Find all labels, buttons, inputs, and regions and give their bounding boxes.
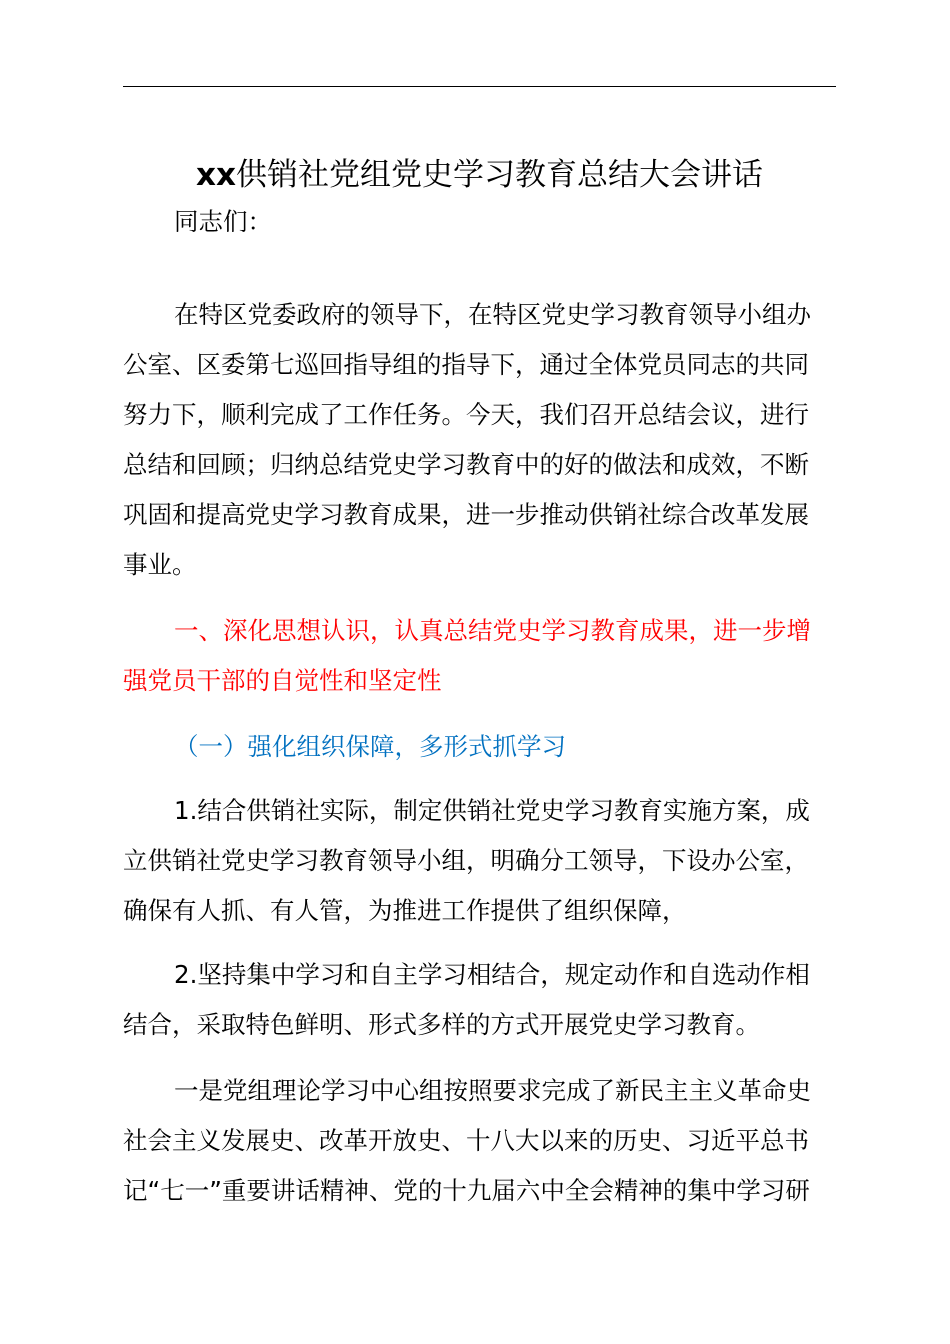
header-rule [123, 86, 836, 87]
intro-line: 努力下，顺利完成了工作任务。今天，我们召开总结会议，进行 [123, 400, 809, 429]
section-heading-1: 一、深化思想认识，认真总结党史学习教育成果，进一步增 [174, 616, 811, 645]
document-title [123, 150, 836, 200]
salutation: 同志们： [174, 207, 272, 236]
item-1-line: 1.结合供销社实际，制定供销社党史学习教育实施方案，成 [174, 796, 810, 825]
paragraph-line: 社会主义发展史、改革开放史、十八大以来的历史、习近平总书 [123, 1126, 809, 1155]
section-heading-1: 强党员干部的自觉性和坚定性 [123, 666, 442, 695]
intro-line: 公室、区委第七巡回指导组的指导下，通过全体党员同志的共同 [123, 350, 809, 379]
item-2-line: 结合，采取特色鲜明、形式多样的方式开展党史学习教育。 [123, 1010, 760, 1039]
paragraph-line: 一是党组理论学习中心组按照要求完成了新民主主义革命史 [174, 1076, 811, 1105]
intro-line: 总结和回顾；归纳总结党史学习教育中的好的做法和成效，不断 [123, 450, 809, 479]
intro-line: 在特区党委政府的领导下，在特区党史学习教育领导小组办 [174, 300, 811, 329]
item-1-line: 立供销社党史学习教育领导小组，明确分工领导，下设办公室， [123, 846, 809, 875]
item-2-line: 2.坚持集中学习和自主学习相结合，规定动作和自选动作相 [174, 960, 810, 989]
intro-line: 事业。 [123, 550, 197, 579]
title-prefix: xx [196, 157, 236, 193]
title-main: 供销社党组党史学习教育总结大会讲话 [236, 157, 763, 193]
item-1-line: 确保有人抓、有人管，为推进工作提供了组织保障， [123, 896, 687, 925]
paragraph-line: 记“七一”重要讲话精神、党的十九届六中全会精神的集中学习研 [123, 1176, 810, 1205]
intro-line: 巩固和提高党史学习教育成果，进一步推动供销社综合改革发展 [123, 500, 809, 529]
subsection-heading: （一）强化组织保障，多形式抓学习 [174, 732, 566, 761]
